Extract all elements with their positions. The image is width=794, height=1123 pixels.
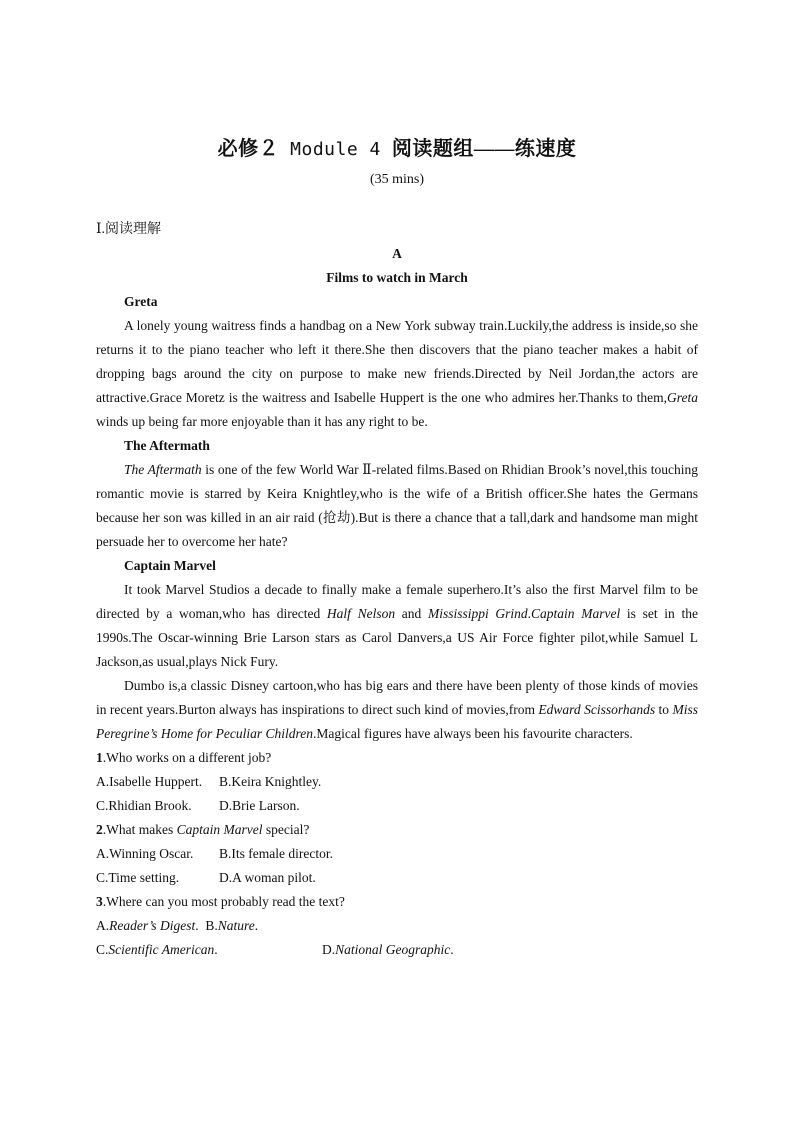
question-1-options-row-1: [96, 770, 698, 794]
film-title-italic: Edward Scissorhands: [538, 702, 656, 717]
film-paragraph-greta: [96, 314, 698, 434]
film-title-italic: The Aftermath: [124, 462, 202, 477]
section-heading: Ⅰ.阅读理解: [96, 222, 162, 237]
film-paragraph-captain-marvel: [96, 578, 698, 674]
question-2: [96, 818, 698, 842]
option-punct: .: [214, 942, 218, 957]
option-b: B.Keira Knightley.: [219, 774, 322, 789]
option-a: [96, 914, 199, 938]
magazine-title-italic: Scientific American: [108, 942, 215, 957]
film-title-italic: Captain Marvel: [176, 822, 263, 837]
duration-label: (35 mins): [369, 172, 425, 187]
film-title-italic: Miss Peregrine’s Home for Peculiar Children: [96, 702, 698, 741]
title-course: 必修２: [217, 138, 280, 160]
film-paragraph-dumbo: [96, 674, 698, 746]
question-1-options-row-2: [96, 794, 698, 818]
magazine-title-italic: Nature: [217, 918, 255, 933]
option-letter: C.: [96, 942, 109, 957]
paragraph-text: to: [655, 702, 673, 717]
question-2-options-row-2: [96, 866, 698, 890]
paragraph-text: A lonely young waitress finds a handbag on a New York subway train.Luckily,the address is inside,so she returns it to the piano teacher who left it there.She then discovers that the piano teacher makes a habit of dropping bags around the city on purpose to make new friends.Directed by Neil Jordan,the actors are attractive.Grace Moretz is the waitress and Isabelle Huppert is the one who admires her.Thanks to them,: [96, 318, 698, 405]
option-letter: B.: [205, 918, 218, 933]
option-c: C.Time setting.: [96, 870, 180, 885]
title-topic: 阅读题组——练速度: [391, 138, 577, 160]
option-punct: .: [254, 918, 259, 933]
paragraph-text: is set in the 1990s.The Oscar-winning Brie Larson stars as Carol Danvers,a US Air Force fighter pilot,while Samuel L Jackson,as usual,plays Nick Fury.: [96, 606, 698, 669]
option-letter: D.: [322, 942, 336, 957]
option-c: C.Rhidian Brook.: [96, 798, 192, 813]
page-title: [0, 132, 794, 161]
film-heading-greta: Greta: [124, 294, 158, 309]
question-2-options-row-1: [96, 842, 698, 866]
question-text: .What makes: [102, 822, 177, 837]
question-number: 2: [96, 822, 103, 837]
option-a: A.Winning Oscar.: [96, 846, 194, 861]
option-letter: A.: [96, 918, 110, 933]
question-text: .Who works on a different job?: [102, 750, 272, 765]
option-d: D.Brie Larson.: [219, 798, 300, 813]
question-1: [96, 746, 698, 770]
paragraph-text: and: [395, 606, 428, 621]
magazine-title-italic: National Geographic: [335, 942, 451, 957]
paragraph-text: It took Marvel Studios a decade to finally make a female superhero.It’s also the first Marvel film to be directed by a woman,who has directed: [96, 582, 698, 621]
question-3-options-row-1: [96, 914, 698, 938]
film-title-italic: Mississippi Grind: [427, 606, 528, 621]
film-heading-aftermath: The Aftermath: [124, 438, 210, 453]
question-number: 3: [96, 894, 103, 909]
film-heading-captain-marvel: Captain Marvel: [124, 558, 216, 573]
passage-title: Films to watch in March: [326, 270, 468, 285]
question-text: .Where can you most probably read the text?: [102, 894, 345, 909]
question-number: 1: [96, 750, 103, 765]
magazine-title-italic: Reader’s Digest: [109, 918, 196, 933]
film-title-italic: Captain Marvel: [531, 606, 621, 621]
option-c: [96, 938, 322, 962]
paragraph-text: .: [527, 606, 532, 621]
content-body: [96, 218, 698, 962]
paragraph-text: .Magical figures have always been his favourite characters.: [312, 726, 633, 741]
option-punct: .: [195, 918, 199, 933]
film-paragraph-aftermath: [96, 458, 698, 554]
option-b: B.Its female director.: [219, 846, 333, 861]
option-a: A.Isabelle Huppert.: [96, 774, 203, 789]
paragraph-text: Dumbo is,a classic Disney cartoon,who has big ears and there have been plenty of those kinds of movies in recent years.Burton always has inspirations to direct such kind of movies,from: [96, 678, 698, 717]
question-text: special?: [262, 822, 310, 837]
passage-letter: A: [392, 246, 402, 261]
title-module: Module 4: [290, 139, 381, 160]
option-d: [322, 938, 454, 962]
question-3: [96, 890, 698, 914]
option-d: D.A woman pilot.: [219, 870, 316, 885]
film-title-italic: Greta: [667, 390, 698, 405]
question-3-options-row-2: [96, 938, 698, 962]
film-title-italic: Half Nelson: [326, 606, 396, 621]
option-punct: .: [450, 942, 454, 957]
option-b: [205, 914, 258, 938]
paragraph-text: is one of the few World War Ⅱ-related films.Based on Rhidian Brook’s novel,this touching romantic movie is starred by Keira Knightley,who is the wife of a British officer.She hates the Germans because her son was killed in an air raid (抢劫).But is there a chance that a tall,dark and handsome man might persuade her to overcome her hate?: [96, 462, 699, 549]
paragraph-text: winds up being far more enjoyable than it has any right to be.: [96, 414, 428, 429]
